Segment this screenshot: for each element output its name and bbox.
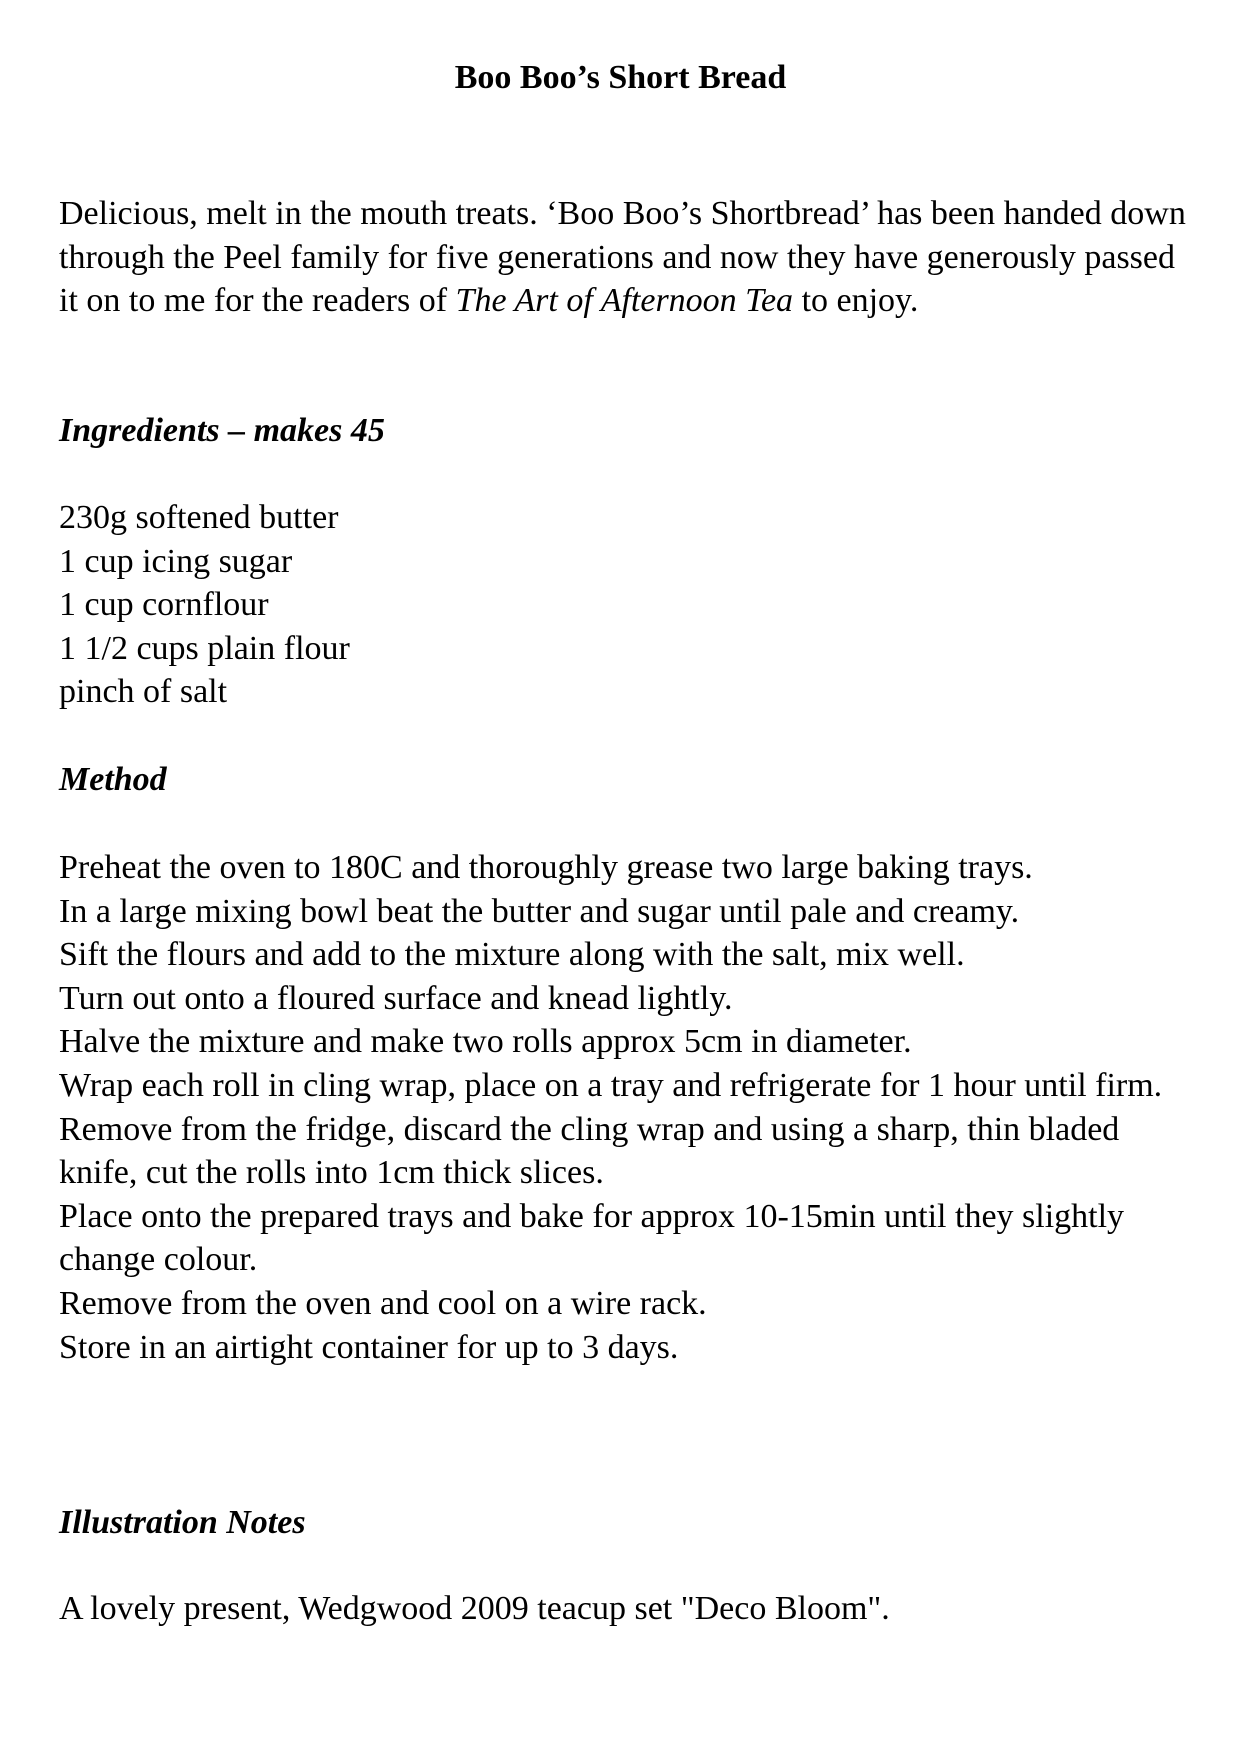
method-step: Remove from the fridge, discard the cling wrap and using a sharp, thin bladed knife, cut the rolls into 1cm thick slices. [59,1110,1120,1192]
method-step: Preheat the oven to 180C and thoroughly grease two large baking trays. [59,849,1033,886]
illustration-notes-text: A lovely present, Wedgwood 2009 teacup set "Deco Bloom". [59,1590,890,1627]
intro-text-part2: to enjoy. [793,282,919,320]
ingredients-list [59,496,1189,714]
ingredients-heading: Ingredients – makes 45 [59,412,385,449]
ingredient-item: 1 cup cornflour [59,586,269,624]
method-step: In a large mixing bowl beat the butter and sugar until pale and creamy. [59,892,1020,930]
method-step: Remove from the oven and cool on a wire rack. [59,1284,707,1322]
method-step: Sift the flours and add to the mixture along with the salt, mix well. [59,936,965,974]
book-title: The Art of Afternoon Tea [455,282,794,320]
method-steps [59,846,1189,1369]
illustration-notes-heading: Illustration Notes [59,1504,306,1541]
page-title: Boo Boo’s Short Bread [454,59,787,96]
ingredient-item: pinch of salt [59,673,228,711]
intro-text-part1: Delicious, melt in the mouth treats. ‘Boo Boo’s Shortbread’ has been handed down through the Peel family for five generations and now they have generously passed it on to me for the readers of [59,195,1186,320]
method-step: Turn out onto a floured surface and knead lightly. [59,979,733,1017]
ingredient-item: 230g softened butter [59,499,339,536]
method-step: Wrap each roll in cling wrap, place on a tray and refrigerate for 1 hour until firm. [59,1066,1163,1104]
method-step: Store in an airtight container for up to 3 days. [59,1328,679,1366]
intro-paragraph [59,192,1189,323]
method-step: Place onto the prepared trays and bake for approx 10-15min until they slightly change colour. [59,1197,1125,1279]
ingredient-item: 1 cup icing sugar [59,542,293,580]
ingredient-item: 1 1/2 cups plain flour [59,629,350,667]
method-heading: Method [59,761,167,798]
method-step: Halve the mixture and make two rolls approx 5cm in diameter. [59,1023,912,1061]
